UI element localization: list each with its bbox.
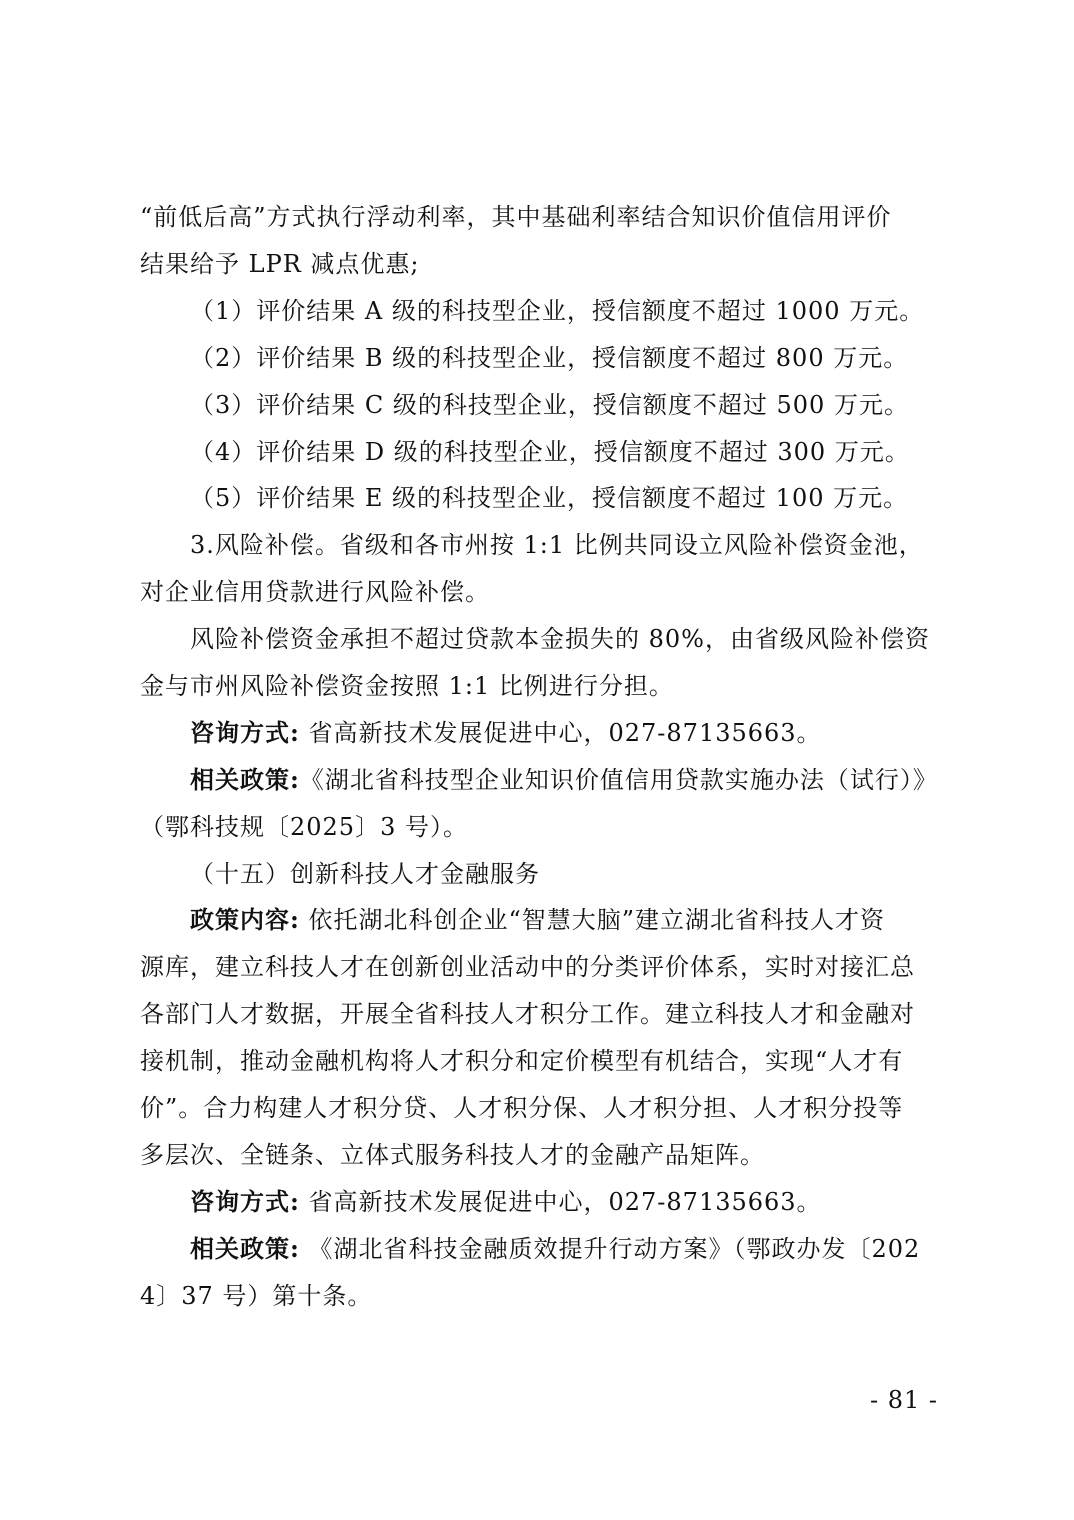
list-item: （4）评价结果 D 级的科技型企业，授信额度不超过 300 万元。	[190, 438, 910, 466]
content-label: 政策内容:	[190, 905, 300, 934]
paragraph-line: 4〕37 号）第十条。	[140, 1282, 373, 1310]
content-line	[190, 904, 885, 936]
paragraph-line: 源库，建立科技人才在创新创业活动中的分类评价体系，实时对接汇总	[140, 953, 915, 981]
paragraph-line: 价”。合力构建人才积分贷、人才积分保、人才积分担、人才积分投等	[140, 1094, 904, 1122]
consult-line	[190, 1186, 822, 1218]
content-text: 依托湖北科创企业“智慧大脑”建立湖北省科技人才资	[299, 906, 886, 934]
paragraph-line: 金与市州风险补偿资金按照 1:1 比例进行分担。	[140, 672, 674, 700]
paragraph-line: 接机制，推动金融机构将人才积分和定价模型有机结合，实现“人才有	[140, 1047, 904, 1075]
policy-label: 相关政策:	[190, 765, 300, 794]
consult-text: 省高新技术发展促进中心，027-87135663。	[299, 719, 822, 747]
paragraph-line: 风险补偿资金承担不超过贷款本金损失的 80%，由省级风险补偿资	[190, 625, 930, 653]
list-item: （1）评价结果 A 级的科技型企业，授信额度不超过 1000 万元。	[190, 297, 925, 325]
list-item: （5）评价结果 E 级的科技型企业，授信额度不超过 100 万元。	[190, 484, 909, 512]
list-item: （3）评价结果 C 级的科技型企业，授信额度不超过 500 万元。	[190, 391, 909, 419]
policy-label: 相关政策:	[190, 1234, 300, 1263]
policy-text: 《湖北省科技型企业知识价值信用贷款实施办法（试行）》	[299, 766, 938, 794]
list-item: （2）评价结果 B 级的科技型企业，授信额度不超过 800 万元。	[190, 344, 909, 372]
section-heading: （十五）创新科技人才金融服务	[190, 860, 540, 888]
consult-line	[190, 717, 822, 749]
paragraph-line: 结果给予 LPR 减点优惠;	[140, 250, 420, 278]
policy-line	[190, 1233, 920, 1265]
paragraph-line: 多层次、全链条、立体式服务科技人才的金融产品矩阵。	[140, 1141, 765, 1169]
policy-text: 《湖北省科技金融质效提升行动方案》（鄂政办发〔202	[299, 1235, 921, 1263]
policy-line	[190, 764, 938, 796]
page-number: - 81 -	[869, 1386, 938, 1414]
consult-label: 咨询方式:	[190, 718, 300, 747]
paragraph-line: （鄂科技规〔2025〕3 号）。	[140, 813, 468, 841]
consult-label: 咨询方式:	[190, 1187, 300, 1216]
consult-text: 省高新技术发展促进中心，027-87135663。	[299, 1188, 822, 1216]
paragraph-line: “前低后高”方式执行浮动利率，其中基础利率结合知识价值信用评价	[140, 203, 892, 231]
paragraph-line: 3.风险补偿。省级和各市州按 1:1 比例共同设立风险补偿资金池，	[190, 531, 924, 559]
paragraph-line: 各部门人才数据，开展全省科技人才积分工作。建立科技人才和金融对	[140, 1000, 915, 1028]
paragraph-line: 对企业信用贷款进行风险补偿。	[140, 578, 490, 606]
